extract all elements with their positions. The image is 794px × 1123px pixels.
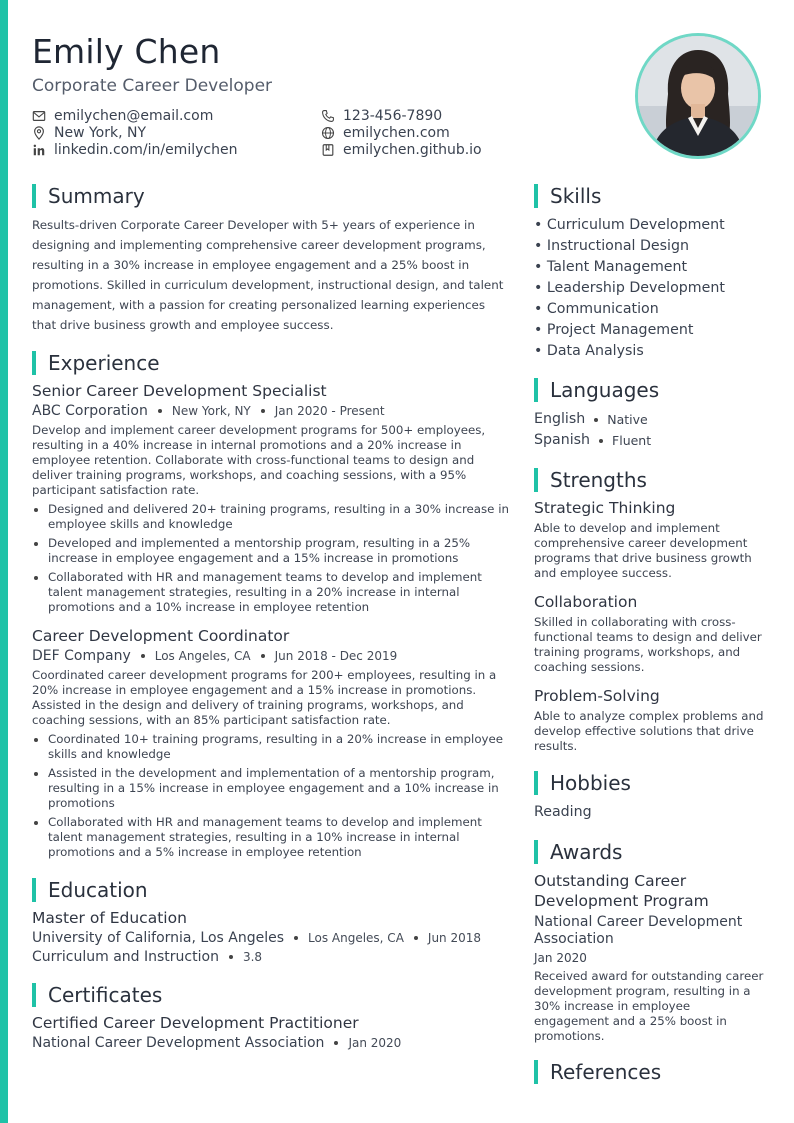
- certificate-item: [32, 1014, 510, 1051]
- skill-item: • Project Management: [534, 322, 694, 338]
- linkedin-text: linkedin.com/in/emilychen: [54, 142, 238, 158]
- skill-label: Leadership Development: [546, 280, 725, 296]
- job-dates: Jun 2018 - Dec 2019: [274, 649, 398, 663]
- skill-item: • Leadership Development: [534, 280, 725, 296]
- location-text: New York, NY: [54, 125, 147, 141]
- section-title: Strengths: [550, 468, 647, 492]
- separator-dot: [261, 654, 265, 658]
- award-title: Outstanding Career Development Program: [534, 872, 709, 910]
- section-marker: [534, 184, 538, 208]
- strength-item: [534, 687, 766, 754]
- job-meta: [32, 403, 510, 419]
- section-marker: [534, 378, 538, 402]
- summary-text: Results-driven Corporate Career Developer with 5+ years of experience in designing and implementing comprehensive career development programs, resulting in a 30% increase in employee engagement and a 25% boost in promotions. Skilled in curriculum development, instructional design, and talent management, with a passion for creating personalized learning experiences that drive business growth and employee success.: [32, 218, 504, 332]
- section-title: Experience: [48, 351, 160, 375]
- certificate-date: Jan 2020: [348, 1036, 402, 1050]
- school: University of California, Los Angeles: [32, 930, 285, 946]
- section-marker: [32, 878, 36, 902]
- mail-icon: [32, 109, 46, 123]
- school-location: Los Angeles, CA: [308, 931, 404, 945]
- section-marker: [32, 184, 36, 208]
- experience-heading: [32, 351, 510, 375]
- education-meta: [32, 930, 510, 946]
- certificates-heading: [32, 983, 510, 1007]
- bullet-item: Assisted in the development and implementation of a mentorship program, resulting in a 15% increase in employee engagement and a 10% increase in promotions: [32, 766, 510, 811]
- job-dates: Jan 2020 - Present: [274, 404, 385, 418]
- job-description: Coordinated career development programs for 200+ employees, resulting in a 20% increase in employee engagement and a 15% increase in promotions. Assisted in the design and delivery of training programs, workshops, and coaching sessions, with an 85% participant satisfaction rate.: [32, 668, 497, 727]
- education-field: [32, 949, 510, 965]
- strength-item: [534, 499, 766, 581]
- skills-list: [534, 215, 766, 362]
- references-heading: [534, 1060, 766, 1084]
- section-marker: [32, 983, 36, 1007]
- separator-dot: [294, 936, 298, 940]
- separator-dot: [229, 955, 233, 959]
- section-title: Certificates: [48, 983, 163, 1007]
- language-level: Native: [607, 412, 648, 427]
- skill-label: Curriculum Development: [546, 217, 725, 233]
- strength-desc: Able to analyze complex problems and develop effective solutions that drive results.: [534, 709, 764, 753]
- bullet-item: Collaborated with HR and management teams to develop and implement talent management strategies, resulting in a 10% increase in internal promotions and a 5% increase in employee retention: [32, 815, 510, 860]
- job-description: Develop and implement career development programs for 500+ employees, resulting in a 40% increase in internal promotions and a 20% increase in employee retention. Collaborate with cross-functional teams to design and deliver training programs, workshops, and coaching sessions, with a 95% participant satisfaction rate.: [32, 423, 486, 497]
- job-title: Career Development Coordinator: [32, 627, 290, 645]
- section-title: Education: [48, 878, 148, 902]
- certificate-name: Certified Career Development Practitioner: [32, 1014, 359, 1032]
- section-title: Skills: [550, 184, 602, 208]
- certificate-issuer: National Career Development Association: [32, 1035, 325, 1051]
- section-title: References: [550, 1060, 662, 1084]
- language-item: [534, 430, 766, 451]
- experience-item: [32, 627, 510, 860]
- hobby-item: Reading: [534, 804, 592, 820]
- skill-label: Talent Management: [546, 259, 688, 275]
- job-meta: [32, 648, 510, 664]
- language-item: [534, 409, 766, 430]
- section-marker: [534, 771, 538, 795]
- location-pin-icon: [32, 126, 46, 140]
- candidate-name: Emily Chen: [32, 32, 221, 71]
- job-location: New York, NY: [171, 404, 251, 418]
- graduation-date: Jun 2018: [427, 931, 482, 945]
- github-text: emilychen.github.io: [343, 142, 482, 158]
- section-title: Awards: [550, 840, 623, 864]
- certificate-meta: [32, 1035, 510, 1051]
- bullet-item: Designed and delivered 20+ training programs, resulting in a 30% increase in employee skills and knowledge: [32, 502, 510, 532]
- left-column: [32, 184, 510, 1051]
- phone-icon: [321, 109, 335, 123]
- skill-item: • Curriculum Development: [534, 217, 725, 233]
- contact-linkedin[interactable]: [32, 142, 237, 158]
- skill-item: • Communication: [534, 301, 659, 317]
- hobbies-heading: [534, 771, 766, 795]
- gpa: 3.8: [242, 950, 263, 964]
- field-of-study: Curriculum and Instruction: [32, 949, 219, 965]
- phone-text: 123-456-7890: [343, 108, 443, 124]
- profile-photo: [635, 33, 761, 159]
- strength-title: Strategic Thinking: [534, 499, 676, 517]
- accent-bar: [0, 0, 8, 1123]
- separator-dot: [334, 1041, 338, 1045]
- skill-item: • Talent Management: [534, 259, 688, 275]
- strength-item: [534, 593, 766, 675]
- education-heading: [32, 878, 510, 902]
- website-text: emilychen.com: [343, 125, 450, 141]
- strength-title: Problem-Solving: [534, 687, 660, 705]
- section-title: Languages: [550, 378, 660, 402]
- languages-heading: [534, 378, 766, 402]
- right-column: [534, 184, 766, 1091]
- bookmark-icon: [321, 143, 335, 157]
- contact-github[interactable]: [321, 142, 482, 158]
- contact-website[interactable]: [321, 125, 450, 141]
- strengths-heading: [534, 468, 766, 492]
- education-item: [32, 909, 510, 965]
- award-issuer: National Career Development Association: [534, 914, 743, 947]
- award-date: Jan 2020: [534, 951, 587, 965]
- bullet-item: Collaborated with HR and management teams to develop and implement talent management strategies, resulting in a 20% increase in internal promotions and a 10% increase in employee retention: [32, 570, 510, 615]
- section-marker: [32, 351, 36, 375]
- contact-email[interactable]: [32, 108, 213, 124]
- job-bullets: [32, 502, 510, 615]
- degree: Master of Education: [32, 909, 187, 927]
- email-text: emilychen@email.com: [54, 108, 214, 124]
- job-location: Los Angeles, CA: [154, 649, 251, 663]
- award-item: [534, 871, 766, 1044]
- section-marker: [534, 840, 538, 864]
- separator-dot: [158, 409, 162, 413]
- separator-dot: [594, 418, 598, 422]
- skill-item: • Instructional Design: [534, 238, 689, 254]
- experience-item: [32, 382, 510, 615]
- strength-title: Collaboration: [534, 593, 638, 611]
- skill-label: Project Management: [546, 322, 694, 338]
- language-name: Spanish: [534, 432, 591, 448]
- section-title: Hobbies: [550, 771, 631, 795]
- avatar: [638, 36, 758, 156]
- section-marker: [534, 1060, 538, 1084]
- section-marker: [534, 468, 538, 492]
- skills-heading: [534, 184, 766, 208]
- language-level: Fluent: [612, 433, 652, 448]
- bullet-item: Developed and implemented a mentorship program, resulting in a 25% increase in employee engagement and a 15% increase in promotions: [32, 536, 510, 566]
- contact-phone[interactable]: [321, 108, 442, 124]
- contact-location: [32, 125, 146, 141]
- section-title: Summary: [48, 184, 145, 208]
- awards-heading: [534, 840, 766, 864]
- company: DEF Company: [32, 648, 131, 664]
- skill-item: • Data Analysis: [534, 343, 644, 359]
- candidate-title: Corporate Career Developer: [32, 76, 273, 96]
- separator-dot: [261, 409, 265, 413]
- job-title: Senior Career Development Specialist: [32, 382, 327, 400]
- linkedin-icon: [32, 143, 46, 157]
- award-desc: Received award for outstanding career development program, resulting in a 30% increase in employee engagement and a 25% boost in promotions.: [534, 969, 764, 1043]
- strength-desc: Skilled in collaborating with cross-functional teams to design and deliver training programs, workshops, and coaching sessions.: [534, 615, 762, 674]
- summary-heading: [32, 184, 510, 208]
- skill-label: Communication: [546, 301, 659, 317]
- skill-label: Instructional Design: [546, 238, 689, 254]
- separator-dot: [599, 439, 603, 443]
- strength-desc: Able to develop and implement comprehensive career development programs that drive business growth and employee success.: [534, 521, 752, 580]
- separator-dot: [414, 936, 418, 940]
- separator-dot: [141, 654, 145, 658]
- job-bullets: [32, 732, 510, 860]
- company: ABC Corporation: [32, 403, 148, 419]
- language-name: English: [534, 411, 586, 427]
- bullet-item: Coordinated 10+ training programs, resulting in a 20% increase in employee skills and knowledge: [32, 732, 510, 762]
- skill-label: Data Analysis: [546, 343, 644, 359]
- globe-icon: [321, 126, 335, 140]
